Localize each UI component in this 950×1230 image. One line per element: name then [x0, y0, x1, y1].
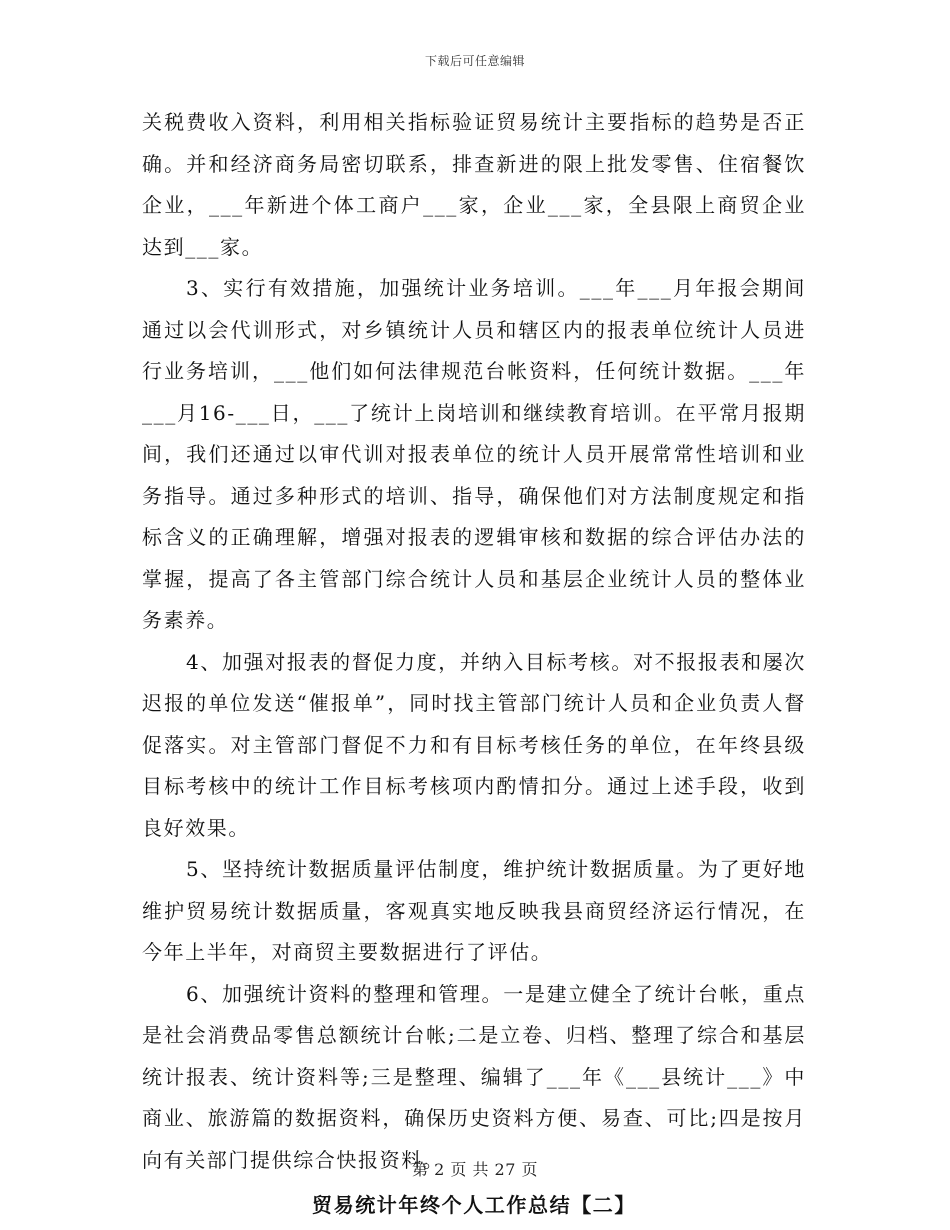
paragraph-continued: 关税费收入资料，利用相关指标验证贸易统计主要指标的趋势是否正确。并和经济商务局密切联系，排查新进的限上批发零售、住宿餐饮企业，___年新进个体工商户___家，企业___家，全县限上商贸企业达到___家。 [142, 110, 806, 259]
document-body [142, 102, 806, 1225]
paragraph-item-6: 6、加强统计资料的整理和管理。一是建立健全了统计台帐，重点是社会消费品零售总额统计台帐;二是立卷、归档、整理了综合和基层统计报表、统计资料等;三是整理、编辑了___年《___县统计___》中商业、旅游篇的数据资料，确保历史资料方便、易查、可比;四是按月向有关部门提供综合快报资料。 [142, 981, 806, 1172]
paragraph-item-3: 3、实行有效措施，加强统计业务培训。___年___月年报会期间通过以会代训形式，对乡镇统计人员和辖区内的报表单位统计人员进行业务培训，___他们如何法律规范台帐资料，任何统计数据。___年___月16-___日，___了统计上岗培训和继续教育培训。在平常月报期间，我们还通过以审代训对报表单位的统计人员开展常常性培训和业务指导。通过多种形式的培训、指导，确保他们对方法制度规定和指标含义的正确理解，增强对报表的逻辑审核和数据的综合评估办法的掌握，提高了各主管部门综合统计人员和基层企业统计人员的整体业务素养。 [142, 276, 806, 632]
page-header: 下载后可任意编辑 [424, 54, 525, 68]
page-number: 第 2 页 共 27 页 [412, 1160, 538, 1179]
section-title: 贸易统计年终个人工作总结【二】 [312, 1193, 636, 1217]
paragraph-item-5: 5、坚持统计数据质量评估制度，维护统计数据质量。为了更好地维护贸易统计数据质量，客观真实地反映我县商贸经济运行情况，在今年上半年，对商贸主要数据进行了评估。 [142, 857, 806, 964]
paragraph-item-4: 4、加强对报表的督促力度，并纳入目标考核。对不报报表和屡次迟报的单位发送“催报单”，同时找主管部门统计人员和企业负责人督促落实。对主管部门督促不力和有目标考核任务的单位，在年终县级目标考核中的统计工作目标考核项内酌情扣分。通过上述手段，收到良好效果。 [142, 649, 806, 840]
